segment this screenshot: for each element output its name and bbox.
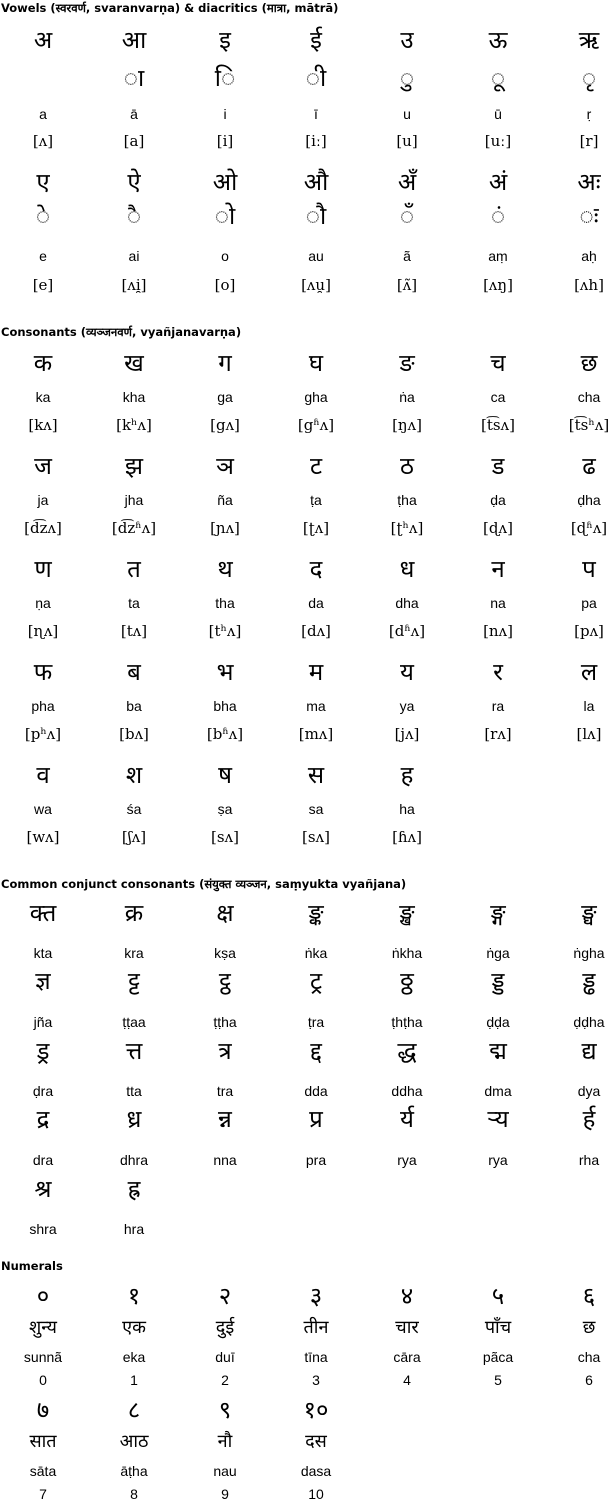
numerals-num: 7 xyxy=(39,1486,47,1502)
consonants-glyph: ह xyxy=(400,761,414,789)
vowels-roman: ā xyxy=(130,106,138,122)
conjuncts-roman: ṭṭaa xyxy=(122,1014,146,1030)
consonants-ipa: [kʰʌ] xyxy=(116,416,152,434)
consonants-ipa: [mʌ] xyxy=(298,725,334,743)
conjuncts-glyph: र्ह xyxy=(582,1105,596,1133)
consonants-roman: ña xyxy=(217,492,233,508)
consonants-ipa: [sʌ] xyxy=(211,828,239,846)
consonants-roman: ca xyxy=(490,389,506,405)
numerals-word: आठ xyxy=(119,1431,149,1452)
conjuncts-roman: rya xyxy=(397,1152,417,1168)
vowels-matra: ◌ु xyxy=(399,64,415,92)
consonants-glyph: फ xyxy=(33,658,53,686)
conjuncts-glyph: ट्ट xyxy=(128,967,140,995)
consonants-glyph: य xyxy=(400,658,414,686)
consonants-ipa: [wʌ] xyxy=(26,828,60,846)
consonants-glyph: त xyxy=(127,555,141,583)
consonants-glyph: म xyxy=(308,658,324,686)
consonants-roman: ḍa xyxy=(490,492,506,508)
vowels-ipa: [iː] xyxy=(305,132,327,150)
numerals-glyph: ४ xyxy=(400,1282,414,1310)
consonants-glyph: ञ xyxy=(216,452,234,480)
vowels-roman: a xyxy=(39,106,47,122)
vowels-glyph: ओ xyxy=(212,168,238,196)
consonants-ipa: [ʈʌ] xyxy=(302,519,330,537)
conjuncts-glyph: द्द xyxy=(310,1037,322,1065)
vowels-glyph: ई xyxy=(310,26,322,54)
numerals-num: 8 xyxy=(130,1486,138,1502)
vowels-ipa: [e] xyxy=(32,276,54,294)
conjuncts-glyph: द्ध xyxy=(397,1037,417,1065)
conjuncts-roman: kra xyxy=(124,945,144,961)
conjuncts-glyph: त्र xyxy=(218,1037,232,1065)
consonants-ipa: [d͡zʌ] xyxy=(24,519,62,537)
consonants-glyph: च xyxy=(490,349,506,377)
consonants-ipa: [lʌ] xyxy=(576,725,602,743)
consonants-ipa: [pʰʌ] xyxy=(24,725,62,743)
vowels-glyph: अ xyxy=(33,26,53,54)
conjuncts-glyph: द्म xyxy=(489,1037,507,1065)
consonants-glyph: ङ xyxy=(399,349,415,377)
conjuncts-roman: shra xyxy=(29,1221,57,1237)
vowels-ipa: [ʌ̃] xyxy=(396,276,418,294)
consonants-ipa: [ɳʌ] xyxy=(27,622,59,640)
consonants-roman: śa xyxy=(126,801,142,817)
consonants-glyph: ल xyxy=(580,658,598,686)
consonants-ipa: [rʌ] xyxy=(484,725,512,743)
consonants-glyph: ठ xyxy=(400,452,414,480)
conjuncts-glyph: र्य xyxy=(400,1105,414,1133)
vowels-ipa: [o] xyxy=(214,276,236,294)
numerals-num: 5 xyxy=(494,1372,502,1388)
numerals-num: 4 xyxy=(403,1372,411,1388)
vowels-roman: ai xyxy=(128,248,140,264)
conjuncts-roman: dma xyxy=(484,1083,512,1099)
conjuncts-roman: hra xyxy=(123,1221,145,1237)
consonants-ipa: [ɖʱʌ] xyxy=(570,519,608,537)
numerals-glyph: ९ xyxy=(218,1396,232,1424)
consonants-ipa: [gʌ] xyxy=(210,416,240,434)
numerals-word: सात xyxy=(29,1431,57,1452)
consonants-glyph: व xyxy=(36,761,50,789)
vowels-roman: o xyxy=(221,248,229,264)
consonants-glyph: घ xyxy=(308,349,324,377)
numerals-num: 0 xyxy=(39,1372,47,1388)
consonants-roman: dha xyxy=(395,595,419,611)
conjuncts-glyph: ठ्ठ xyxy=(400,967,414,995)
vowels-roman: ū xyxy=(494,106,502,122)
consonants-ipa: [dʌ] xyxy=(301,622,331,640)
conjuncts-glyph: त्त xyxy=(125,1037,143,1065)
conjuncts-roman: ḍra xyxy=(32,1083,54,1099)
numerals-glyph: ६ xyxy=(582,1282,596,1310)
conjuncts-roman: tta xyxy=(126,1083,142,1099)
consonants-ipa: [ŋʌ] xyxy=(392,416,422,434)
conjuncts-roman: rya xyxy=(488,1152,508,1168)
consonants-glyph: ज xyxy=(34,452,52,480)
consonants-roman: ṣa xyxy=(217,801,233,817)
consonants-roman: ta xyxy=(128,595,140,611)
consonants-ipa: [ɲʌ] xyxy=(210,519,240,537)
vowels-ipa: [r] xyxy=(579,132,599,150)
consonants-roman: ṇa xyxy=(35,595,51,611)
vowels-matra: ◌ं xyxy=(490,202,506,230)
consonants-roman: kha xyxy=(122,389,146,405)
vowels-matra: ◌ी xyxy=(305,64,327,92)
numerals-word: पाँच xyxy=(484,1317,512,1338)
consonants-glyph: प xyxy=(582,555,596,583)
consonants-ipa: [gʱʌ] xyxy=(297,416,335,434)
consonants-glyph: ष xyxy=(218,761,232,789)
vowels-ipa: [ʌ] xyxy=(32,132,54,150)
consonants-roman: bha xyxy=(213,698,237,714)
vowels-ipa: [ʌŋ] xyxy=(483,276,513,294)
numerals-num: 10 xyxy=(308,1486,324,1502)
numerals-num: 6 xyxy=(585,1372,593,1388)
conjuncts-roman: kṣa xyxy=(214,945,236,961)
conjuncts-roman: pra xyxy=(305,1152,327,1168)
consonants-glyph: न xyxy=(491,555,505,583)
numerals-num: 1 xyxy=(130,1372,138,1388)
consonants-glyph: छ xyxy=(580,349,598,377)
vowels-glyph: उ xyxy=(400,26,414,54)
consonants-ipa: [ʈʰʌ] xyxy=(390,519,424,537)
conjuncts-glyph: श्र xyxy=(34,1175,52,1203)
consonants-glyph: थ xyxy=(217,555,233,583)
vowels-ipa: [u] xyxy=(396,132,418,150)
conjuncts-glyph: ङ्घ xyxy=(581,899,597,927)
consonants-glyph: ढ xyxy=(582,452,596,480)
consonants-glyph: ध xyxy=(399,555,415,583)
conjuncts-roman: dya xyxy=(577,1083,601,1099)
conjuncts-roman: ddha xyxy=(391,1083,423,1099)
consonants-roman: sa xyxy=(308,801,324,817)
conjuncts-glyph: ङ्ख xyxy=(399,899,415,927)
vowels-ipa: [ʌh] xyxy=(574,276,604,294)
consonants-ipa: [sʌ] xyxy=(302,828,330,846)
consonants-glyph: ख xyxy=(124,349,144,377)
vowels-roman: ī xyxy=(314,106,318,122)
consonants-ipa: [ɖʌ] xyxy=(483,519,513,537)
numerals-word: चार xyxy=(395,1317,419,1338)
vowels-roman: au xyxy=(308,248,324,264)
vowels-roman: aṃ xyxy=(488,248,508,264)
consonants-ipa: [tʌ] xyxy=(120,622,148,640)
consonants-ipa: [tʰʌ] xyxy=(208,622,242,640)
conjuncts-glyph: न्न xyxy=(218,1105,232,1133)
vowels-matra: ◌ू xyxy=(490,64,506,92)
vowels-glyph: ऋ xyxy=(578,26,600,54)
consonants-ipa: [ʃʌ] xyxy=(121,828,147,846)
numerals-roman: tīna xyxy=(304,1349,328,1365)
numerals-num: 2 xyxy=(221,1372,229,1388)
numerals-glyph: ८ xyxy=(127,1396,141,1424)
conjuncts-roman: ṭra xyxy=(307,1014,325,1030)
vowels-glyph: औ xyxy=(303,168,329,196)
consonants-roman: ba xyxy=(126,698,142,714)
consonants-roman: pha xyxy=(31,698,55,714)
consonants-glyph: क xyxy=(33,349,53,377)
vowels-matra: ◌ि xyxy=(214,64,236,92)
consonants-roman: ḍha xyxy=(577,492,601,508)
vowels-ipa: [ʌi̯] xyxy=(121,276,147,294)
conjuncts-roman: ṭhṭha xyxy=(391,1014,423,1030)
vowels-roman: ã xyxy=(403,248,411,264)
conjuncts-roman: jña xyxy=(33,1014,53,1030)
consonants-ipa: [bʌ] xyxy=(119,725,149,743)
numerals-roman: sunnã xyxy=(23,1349,63,1365)
vowels-ipa: [ʌu̯] xyxy=(301,276,331,294)
conjuncts-roman: ḍḍha xyxy=(573,1014,605,1030)
numerals-word: तीन xyxy=(303,1317,329,1338)
consonants-roman: ṭha xyxy=(397,492,417,508)
consonants-glyph: स xyxy=(307,761,325,789)
consonants-roman: ya xyxy=(399,698,415,714)
vowels-glyph: ए xyxy=(36,168,50,196)
consonants-roman: ṅa xyxy=(399,389,415,405)
numerals-roman: nau xyxy=(213,1463,237,1479)
consonants-roman: la xyxy=(583,698,595,714)
vowels-matra: ◌ँ xyxy=(399,202,415,230)
conjuncts-glyph: ड्ढ xyxy=(582,967,596,995)
conjuncts-glyph: ज्ञ xyxy=(35,967,51,995)
numerals-word: एक xyxy=(122,1317,146,1338)
consonants-roman: ka xyxy=(35,389,51,405)
numerals-roman: pãca xyxy=(482,1349,514,1365)
consonants-ipa: [pʌ] xyxy=(574,622,604,640)
conjuncts-heading: Common conjunct consonants (संयुक्त व्यञ्जन, saṃyukta vyañjana) xyxy=(1,877,407,891)
conjuncts-roman: ṅga xyxy=(486,945,510,961)
consonants-ipa: [jʌ] xyxy=(394,725,420,743)
conjuncts-glyph: ङ्ग xyxy=(490,899,506,927)
vowels-roman: i xyxy=(223,106,227,122)
consonants-ipa: [ɦʌ] xyxy=(392,828,422,846)
consonants-glyph: द xyxy=(309,555,323,583)
consonants-ipa: [nʌ] xyxy=(483,622,513,640)
conjuncts-roman: ṭṭha xyxy=(213,1014,237,1030)
vowels-glyph: आ xyxy=(121,26,147,54)
consonants-roman: pa xyxy=(581,595,597,611)
consonants-glyph: भ xyxy=(216,658,234,686)
vowels-matra: ◌ा xyxy=(123,64,145,92)
consonants-glyph: ब xyxy=(127,658,141,686)
consonants-roman: da xyxy=(308,595,324,611)
numerals-heading: Numerals xyxy=(1,1259,63,1273)
conjuncts-glyph: ह्र xyxy=(127,1175,141,1203)
conjuncts-roman: dra xyxy=(32,1152,54,1168)
conjuncts-roman: rha xyxy=(578,1152,600,1168)
numerals-word: छ xyxy=(582,1317,596,1338)
numerals-glyph: ३ xyxy=(309,1282,323,1310)
conjuncts-glyph: क्त xyxy=(29,899,57,927)
numerals-word: दुई xyxy=(215,1317,235,1338)
conjuncts-glyph: द्र xyxy=(36,1105,50,1133)
consonants-roman: wa xyxy=(34,801,52,817)
conjuncts-glyph: प्र xyxy=(309,1105,323,1133)
consonants-roman: ma xyxy=(306,698,326,714)
consonants-roman: gha xyxy=(304,389,328,405)
vowels-glyph: अं xyxy=(488,168,508,196)
conjuncts-glyph: क्ष xyxy=(216,899,234,927)
numerals-roman: dasa xyxy=(300,1463,332,1479)
conjuncts-roman: dhra xyxy=(119,1152,149,1168)
consonants-glyph: ग xyxy=(218,349,232,377)
vowels-roman: e xyxy=(39,248,47,264)
consonants-glyph: र xyxy=(493,658,503,686)
conjuncts-roman: kta xyxy=(33,945,53,961)
conjuncts-roman: tra xyxy=(216,1083,234,1099)
consonants-roman: ra xyxy=(491,698,505,714)
numerals-roman: duī xyxy=(215,1349,235,1365)
consonants-glyph: ड xyxy=(491,452,505,480)
numerals-word: दस xyxy=(305,1431,327,1452)
numerals-glyph: १ xyxy=(127,1282,141,1310)
vowels-matra: ◌ृ xyxy=(581,64,597,92)
consonants-heading: Consonants (व्यञ्जनवर्ण, vyañjanavarṇa) xyxy=(1,325,242,339)
conjuncts-glyph: ट्र xyxy=(309,967,323,995)
vowels-glyph: अँ xyxy=(397,168,417,196)
consonants-glyph: ण xyxy=(34,555,52,583)
conjuncts-glyph: द्य xyxy=(581,1037,597,1065)
consonants-roman: ga xyxy=(217,389,233,405)
consonants-ipa: [dʱʌ] xyxy=(388,622,426,640)
consonants-roman: tha xyxy=(215,595,235,611)
consonants-glyph: श xyxy=(125,761,143,789)
consonants-ipa: [bʱʌ] xyxy=(206,725,244,743)
conjuncts-glyph: क्र xyxy=(124,899,144,927)
vowels-matra: ◌ो xyxy=(214,202,236,230)
consonants-ipa: [t͡sʌ] xyxy=(481,416,515,434)
consonants-ipa: [kʌ] xyxy=(28,416,58,434)
conjuncts-roman: ṅgha xyxy=(573,945,605,961)
numerals-num: 9 xyxy=(221,1486,229,1502)
consonants-roman: ha xyxy=(399,801,415,817)
conjuncts-glyph: र्‍य xyxy=(487,1105,509,1133)
vowels-ipa: [a] xyxy=(123,132,145,150)
vowels-matra: ◌ौ xyxy=(305,202,327,230)
numerals-num: 3 xyxy=(312,1372,320,1388)
numerals-roman: cha xyxy=(577,1349,601,1365)
numerals-glyph: ० xyxy=(36,1282,50,1310)
vowels-ipa: [i] xyxy=(216,132,234,150)
conjuncts-roman: ṅka xyxy=(304,945,328,961)
consonants-ipa: [d͡zʱʌ] xyxy=(111,519,157,537)
vowels-matra: ◌े xyxy=(35,202,51,230)
numerals-word: नौ xyxy=(217,1431,233,1452)
conjuncts-roman: nna xyxy=(213,1152,237,1168)
numerals-roman: sāta xyxy=(29,1463,57,1479)
consonants-glyph: ट xyxy=(309,452,323,480)
conjuncts-glyph: ट्ठ xyxy=(219,967,231,995)
numerals-glyph: २ xyxy=(218,1282,232,1310)
numerals-glyph: १० xyxy=(303,1396,329,1424)
conjuncts-glyph: ङ्क xyxy=(308,899,324,927)
consonants-roman: ja xyxy=(37,492,49,508)
conjuncts-glyph: ध्र xyxy=(126,1105,142,1133)
vowels-glyph: ऊ xyxy=(488,26,508,54)
vowels-glyph: इ xyxy=(219,26,231,54)
conjuncts-glyph: ड्ड xyxy=(491,967,505,995)
vowels-glyph: ऐ xyxy=(127,168,141,196)
conjuncts-roman: ḍḍa xyxy=(486,1014,510,1030)
conjuncts-roman: dda xyxy=(304,1083,328,1099)
numerals-roman: cāra xyxy=(393,1349,421,1365)
vowels-ipa: [uː] xyxy=(484,132,512,150)
conjuncts-roman: ṅkha xyxy=(391,945,423,961)
vowels-heading: Vowels (स्वरवर्ण, svaranvarṇa) & diacritics (मात्रा, mātrā) xyxy=(1,1,339,15)
vowels-matra: ◌ः xyxy=(579,202,599,230)
numerals-word: शुन्य xyxy=(29,1317,57,1338)
numerals-roman: āṭha xyxy=(120,1463,148,1479)
vowels-matra: ◌ै xyxy=(126,202,142,230)
consonants-ipa: [t͡sʰʌ] xyxy=(568,416,609,434)
numerals-glyph: ७ xyxy=(36,1396,50,1424)
vowels-roman: ṛ xyxy=(586,106,592,122)
vowels-roman: u xyxy=(403,106,411,122)
conjuncts-glyph: ड्र xyxy=(36,1037,50,1065)
consonants-roman: cha xyxy=(577,389,601,405)
vowels-glyph: अः xyxy=(577,168,601,196)
numerals-glyph: ५ xyxy=(491,1282,505,1310)
vowels-roman: aḥ xyxy=(581,248,597,264)
consonants-roman: ṭa xyxy=(310,492,322,508)
consonants-roman: jha xyxy=(124,492,144,508)
consonants-glyph: झ xyxy=(124,452,144,480)
numerals-roman: eka xyxy=(122,1349,146,1365)
consonants-roman: na xyxy=(490,595,506,611)
